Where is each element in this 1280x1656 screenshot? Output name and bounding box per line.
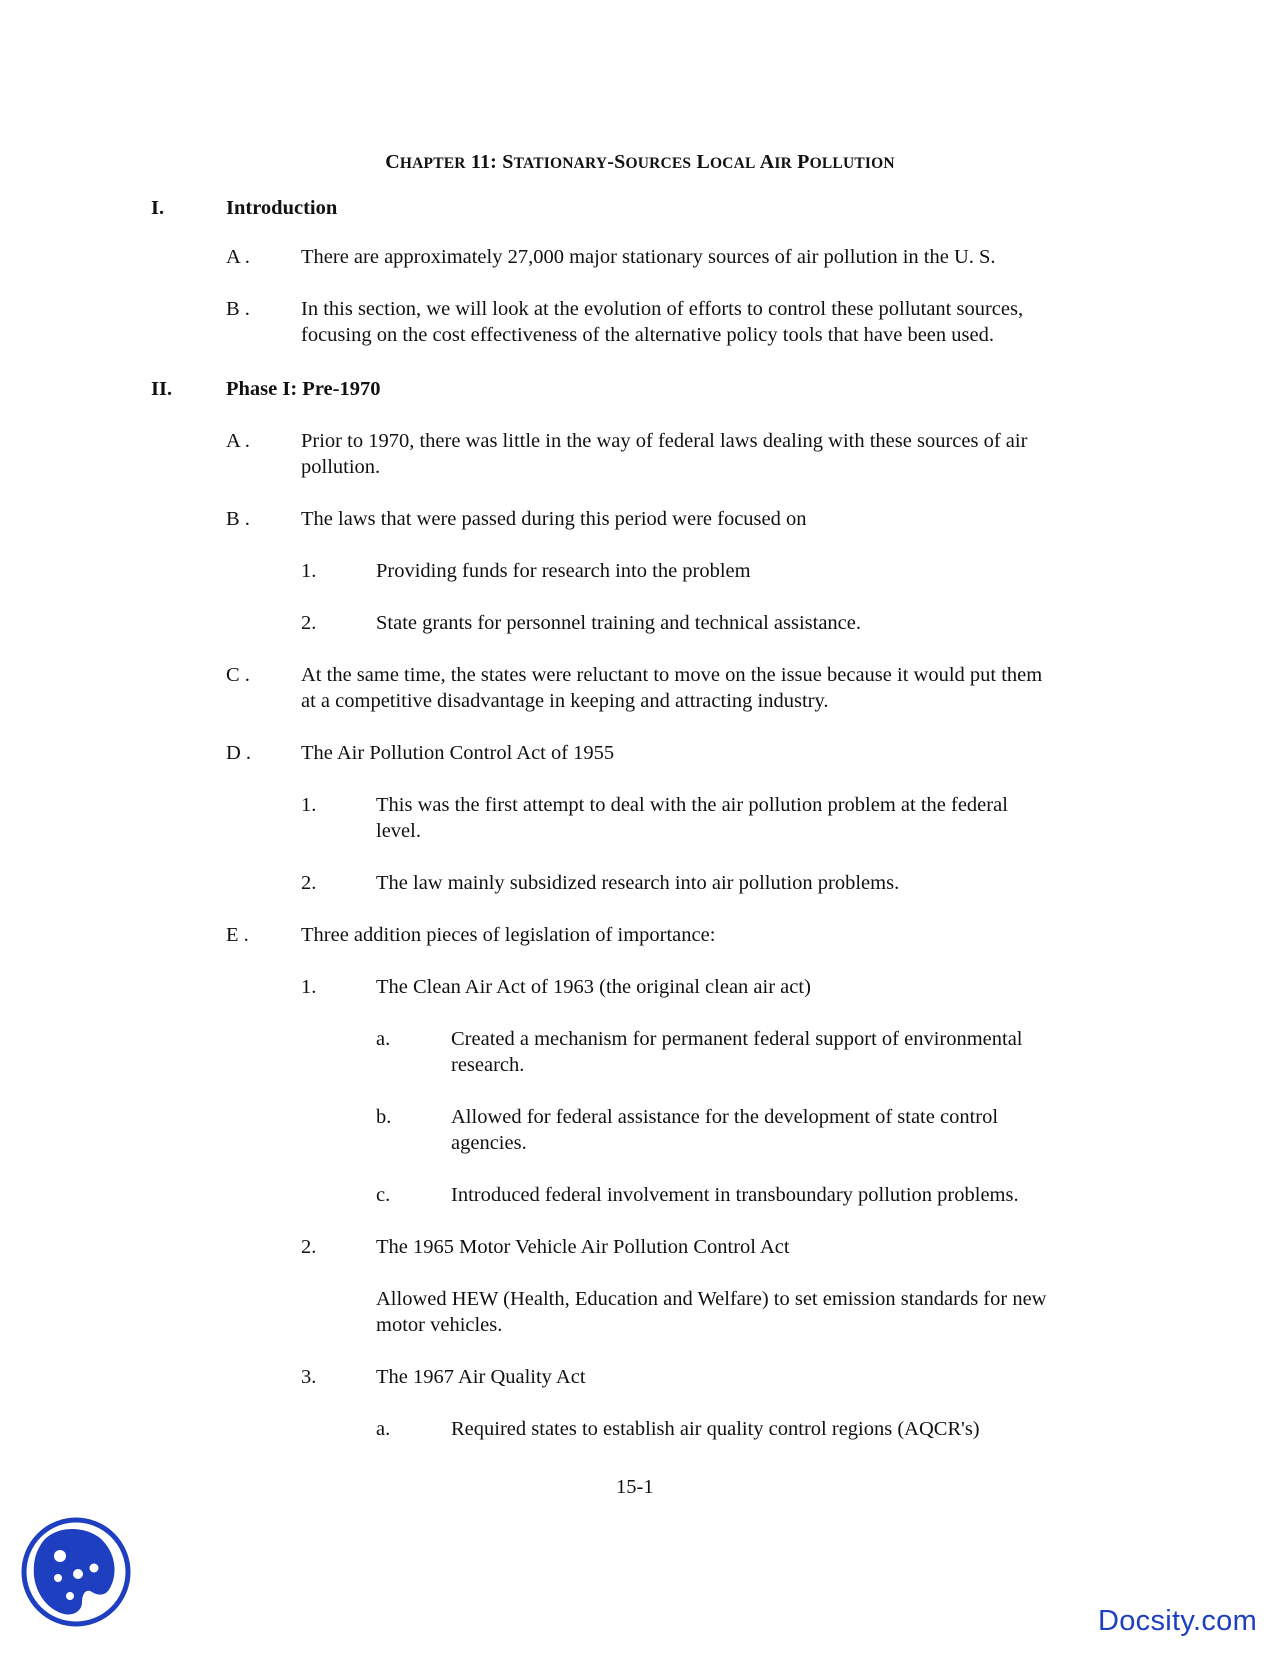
item-text: In this section, we will look at the evolution of efforts to control these pollutant sources, bbox=[301, 298, 1024, 320]
docsity-brand[interactable]: Docsity.com bbox=[1098, 1605, 1258, 1637]
subitem-text: Allowed HEW (Health, Education and Welfare) to set emission standards for new bbox=[376, 1288, 1047, 1310]
title-part: S bbox=[614, 151, 626, 173]
title-part: OURCES bbox=[625, 155, 692, 172]
section-marker: II. bbox=[151, 378, 173, 400]
subitem-text: Providing funds for research into the problem bbox=[376, 560, 751, 582]
subitem-marker: 2. bbox=[301, 872, 317, 894]
subsubitem-marker: a. bbox=[376, 1028, 391, 1050]
subsubitem-text: Allowed for federal assistance for the development of state control bbox=[451, 1106, 999, 1128]
title-part: S bbox=[502, 151, 514, 173]
subsubitem-text: Introduced federal involvement in transboundary pollution problems. bbox=[451, 1184, 1019, 1206]
title-part: P bbox=[791, 151, 810, 173]
subitem-text: This was the first attempt to deal with the air pollution problem at the federal bbox=[376, 794, 1008, 816]
title-part: OLLUTION bbox=[809, 155, 895, 172]
title-part: IR bbox=[774, 155, 792, 172]
title-part: A bbox=[755, 151, 775, 173]
subsubitem-text: research. bbox=[451, 1054, 525, 1076]
subitem-text: The law mainly subsidized research into air pollution problems. bbox=[376, 872, 900, 894]
section-heading: Introduction bbox=[226, 197, 338, 219]
title-part: C bbox=[385, 151, 400, 173]
subsubitem-marker: a. bbox=[376, 1418, 391, 1440]
item-text: At the same time, the states were reluctant to move on the issue because it would put them bbox=[301, 664, 1043, 686]
item-marker: B . bbox=[226, 298, 250, 320]
item-text: Three addition pieces of legislation of importance: bbox=[301, 924, 716, 946]
title-part: - bbox=[607, 151, 615, 173]
item-text: focusing on the cost effectiveness of the alternative policy tools that have been used. bbox=[301, 324, 994, 346]
title-part: TATIONARY bbox=[513, 155, 608, 172]
page-number: 15-1 bbox=[616, 1476, 654, 1498]
subitem-text: The 1967 Air Quality Act bbox=[376, 1366, 586, 1388]
subitem-marker: 3. bbox=[301, 1366, 317, 1388]
section-heading: Phase I: Pre-1970 bbox=[226, 378, 381, 400]
subsubitem-text: Required states to establish air quality control regions (AQCR's) bbox=[451, 1418, 980, 1440]
docsity-logo-icon bbox=[20, 1516, 132, 1628]
subitem-marker: 1. bbox=[301, 794, 317, 816]
subsubitem-marker: b. bbox=[376, 1106, 392, 1128]
subitem-text: level. bbox=[376, 820, 421, 842]
title-part: L bbox=[691, 151, 710, 173]
title-part: 11: bbox=[465, 151, 503, 173]
item-marker: A . bbox=[226, 430, 250, 452]
item-marker: B . bbox=[226, 508, 250, 530]
subsubitem-text: agencies. bbox=[451, 1132, 527, 1154]
subsubitem-text: Created a mechanism for permanent federal support of environmental bbox=[451, 1028, 1023, 1050]
item-text: Prior to 1970, there was little in the way of federal laws dealing with these sources of air bbox=[301, 430, 1028, 452]
title-part: OCAL bbox=[710, 155, 756, 172]
subitem-marker: 2. bbox=[301, 1236, 317, 1258]
item-text: The laws that were passed during this period were focused on bbox=[301, 508, 807, 530]
item-marker: A . bbox=[226, 246, 250, 268]
item-marker: C . bbox=[226, 664, 250, 686]
subitem-text: State grants for personnel training and technical assistance. bbox=[376, 612, 862, 634]
item-text: at a competitive disadvantage in keeping and attracting industry. bbox=[301, 690, 829, 712]
item-text: pollution. bbox=[301, 456, 381, 478]
subitem-marker: 2. bbox=[301, 612, 317, 634]
section-marker: I. bbox=[151, 197, 165, 219]
subitem-marker: 1. bbox=[301, 976, 317, 998]
item-text: The Air Pollution Control Act of 1955 bbox=[301, 742, 615, 764]
subitem-text: The Clean Air Act of 1963 (the original clean air act) bbox=[376, 976, 811, 998]
subitem-marker: 1. bbox=[301, 560, 317, 582]
chapter-title bbox=[0, 151, 1280, 174]
item-marker: D . bbox=[226, 742, 252, 764]
title-part: HAPTER bbox=[399, 155, 466, 172]
subitem-text: motor vehicles. bbox=[376, 1314, 503, 1336]
item-marker: E . bbox=[226, 924, 249, 946]
subsubitem-marker: c. bbox=[376, 1184, 391, 1206]
subitem-text: The 1965 Motor Vehicle Air Pollution Control Act bbox=[376, 1236, 790, 1258]
item-text: There are approximately 27,000 major stationary sources of air pollution in the U. S. bbox=[301, 246, 996, 268]
